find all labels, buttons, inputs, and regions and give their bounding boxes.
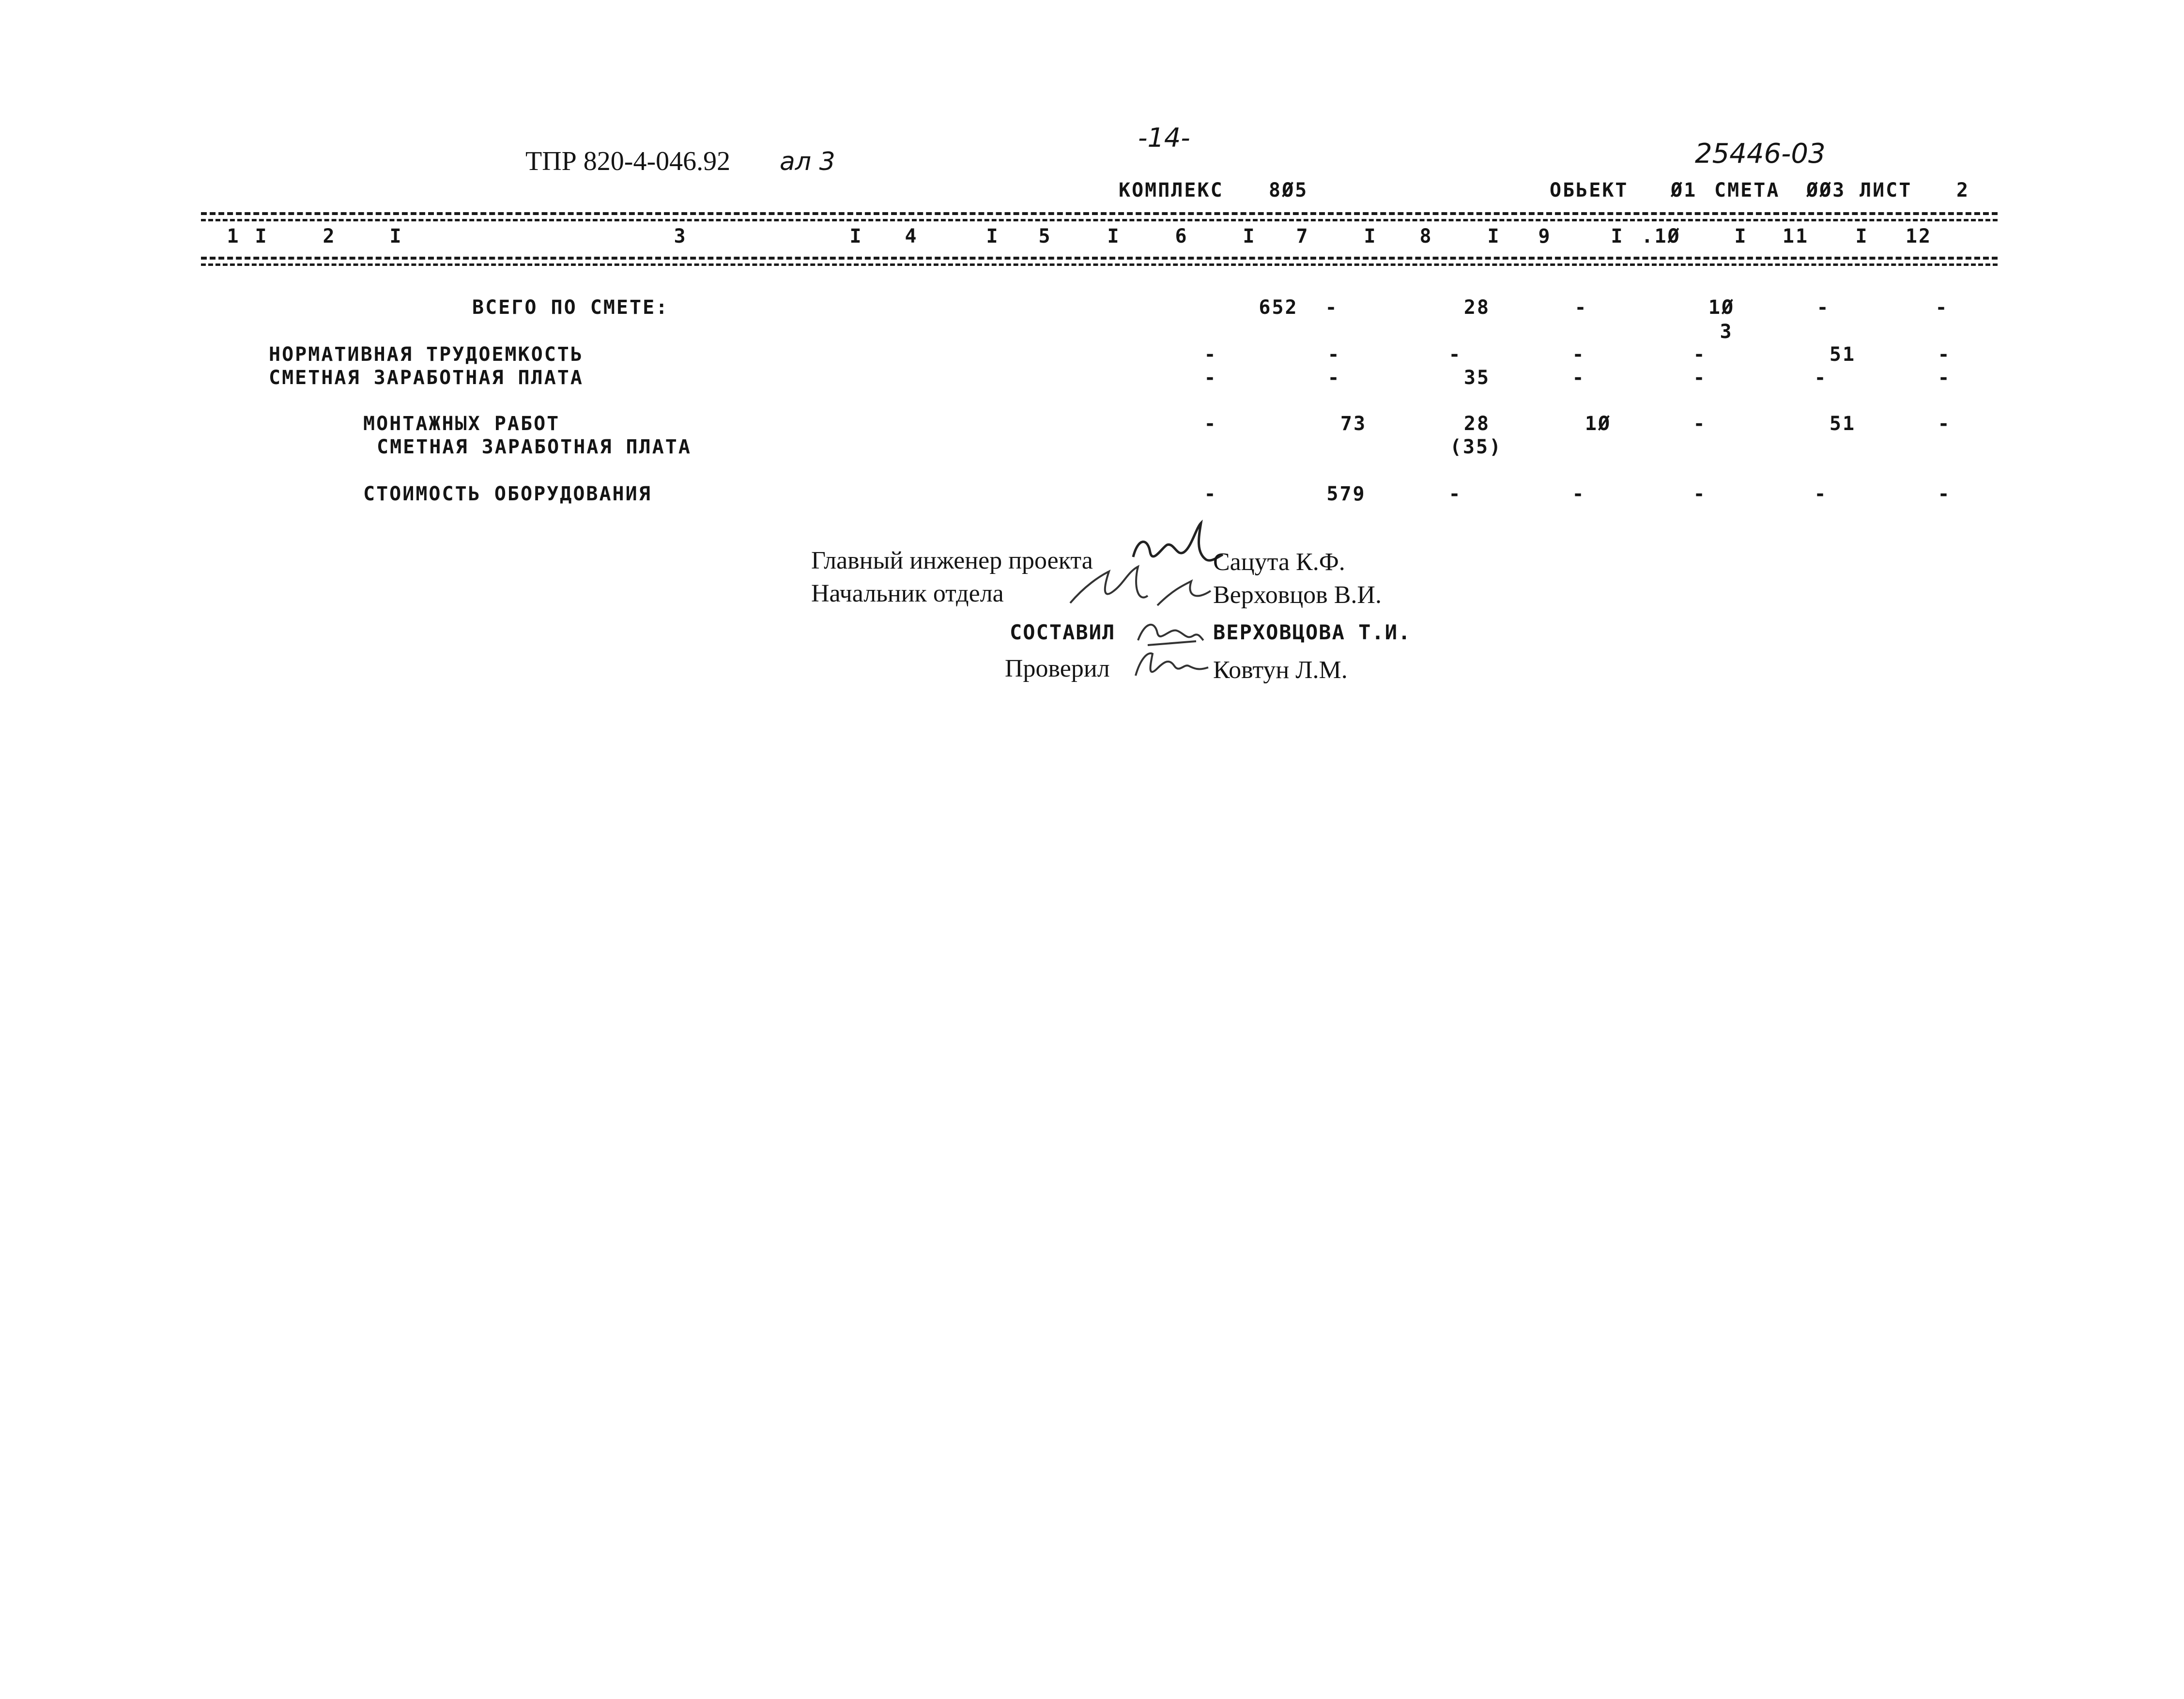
col-num-5: 5 [1038, 225, 1052, 247]
smeta-value: ØØ3 [1806, 179, 1846, 201]
cell-col8: (35) [1449, 436, 1503, 458]
signatory-name: Сацута К.Ф. [1213, 548, 1345, 576]
cell-col9: - [1572, 483, 1585, 505]
cell-col11: - [1814, 367, 1828, 389]
cell-col8: 35 [1463, 367, 1491, 389]
cell-col9: - [1572, 343, 1585, 366]
cell-col6: - [1204, 367, 1217, 389]
row-label: НОРМАТИВНАЯ ТРУДОЕМКОСТЬ [269, 343, 584, 366]
col-separator: I [1734, 225, 1748, 247]
object-label: ОБЬЕКТ [1550, 179, 1629, 201]
row-label: СМЕТНАЯ ЗАРАБОТНАЯ ПЛАТА [269, 367, 584, 389]
cell-col7: 579 [1326, 483, 1366, 505]
row-label: ВСЕГО ПО СМЕТЕ: [472, 296, 669, 319]
complex-label: КОМПЛЕКС [1119, 179, 1224, 201]
cell-col6: - [1204, 413, 1217, 435]
col-num-7: 7 [1296, 225, 1309, 247]
cell-col7: 73 [1340, 413, 1367, 435]
col-separator: I [255, 225, 268, 247]
cell-col10: 1Ø [1708, 296, 1735, 319]
header-rule-bottom [201, 257, 1998, 260]
header-rule-top [201, 212, 1998, 215]
document-code: ТПР 820-4-046.92 [525, 146, 731, 176]
col-num-10: .1Ø [1641, 225, 1681, 247]
col-separator: I [849, 225, 863, 247]
col-num-9: 9 [1538, 225, 1552, 247]
cell-col10: - [1693, 413, 1707, 435]
smeta-label: СМЕТА [1714, 179, 1780, 201]
col-separator: I [1107, 225, 1121, 247]
col-separator: I [389, 225, 403, 247]
handwritten-signature [1065, 557, 1215, 615]
cell-col10: - [1693, 343, 1707, 366]
signature-role: Главный инженер проекта [811, 547, 1093, 574]
col-num-6: 6 [1175, 225, 1188, 247]
signature-role: Проверил [1005, 655, 1110, 682]
handwritten-signature [1131, 644, 1211, 683]
signature-role: СОСТАВИЛ [1010, 620, 1116, 644]
row-label: СМЕТНАЯ ЗАРАБОТНАЯ ПЛАТА [377, 436, 692, 458]
signatory-name: Верховцов В.И. [1213, 581, 1382, 609]
col-num-3: 3 [674, 225, 687, 247]
col-separator: I [1487, 225, 1501, 247]
row-label: МОНТАЖНЫХ РАБОТ [363, 413, 560, 435]
cell-col7: - [1327, 343, 1341, 366]
cell-col7: 652 [1259, 296, 1298, 319]
col-separator: I [1364, 225, 1377, 247]
complex-value: 8Ø5 [1269, 179, 1308, 201]
object-value: Ø1 [1671, 179, 1697, 201]
cell-col12: - [1938, 413, 1951, 435]
cell-col11: 51 [1829, 343, 1856, 366]
cell-col7-dash: - [1325, 296, 1338, 319]
cell-col9: - [1574, 296, 1588, 319]
cell-col12: - [1938, 483, 1951, 505]
header-rule-top-2 [201, 219, 1998, 221]
cell-col9: 1Ø [1584, 413, 1612, 435]
page-number: -14- [1138, 123, 1190, 153]
cell-col11: - [1816, 296, 1830, 319]
cell-col7: - [1327, 367, 1341, 389]
col-num-1: 1 [227, 225, 240, 247]
cell-col8: - [1448, 483, 1462, 505]
cell-col11: - [1814, 483, 1828, 505]
col-separator: I [1243, 225, 1256, 247]
header-rule-bottom-2 [201, 263, 1998, 266]
cell-col6: - [1204, 343, 1217, 366]
album-note: ал 3 [780, 147, 835, 176]
col-num-12: 12 [1905, 225, 1932, 247]
cell-col10-sub: 3 [1720, 321, 1733, 343]
sheet-value: 2 [1956, 179, 1970, 201]
col-num-11: 11 [1782, 225, 1809, 247]
cell-col12: - [1938, 367, 1951, 389]
signatory-name: ВЕРХОВЦОВА Т.И. [1213, 620, 1412, 644]
cell-col12: - [1938, 343, 1951, 366]
cell-col9: - [1572, 367, 1585, 389]
inventory-number: 25446-03 [1695, 138, 1826, 170]
cell-col8: - [1448, 343, 1462, 366]
col-num-2: 2 [323, 225, 336, 247]
sheet-label: ЛИСТ [1860, 179, 1912, 201]
col-num-4: 4 [905, 225, 918, 247]
col-separator: I [1855, 225, 1869, 247]
signatory-name: Ковтун Л.М. [1213, 656, 1348, 684]
cell-col11: 51 [1829, 413, 1856, 435]
col-separator: I [986, 225, 1000, 247]
cell-col10: - [1693, 483, 1707, 505]
cell-col12: - [1935, 296, 1949, 319]
signature-role: Начальник отдела [811, 580, 1004, 607]
row-label: СТОИМОСТЬ ОБОРУДОВАНИЯ [363, 483, 652, 505]
cell-col8: 28 [1463, 413, 1491, 435]
col-separator: I [1611, 225, 1624, 247]
cell-col8: 28 [1463, 296, 1491, 319]
cell-col6: - [1204, 483, 1217, 505]
col-num-8: 8 [1419, 225, 1433, 247]
cell-col10: - [1693, 367, 1707, 389]
